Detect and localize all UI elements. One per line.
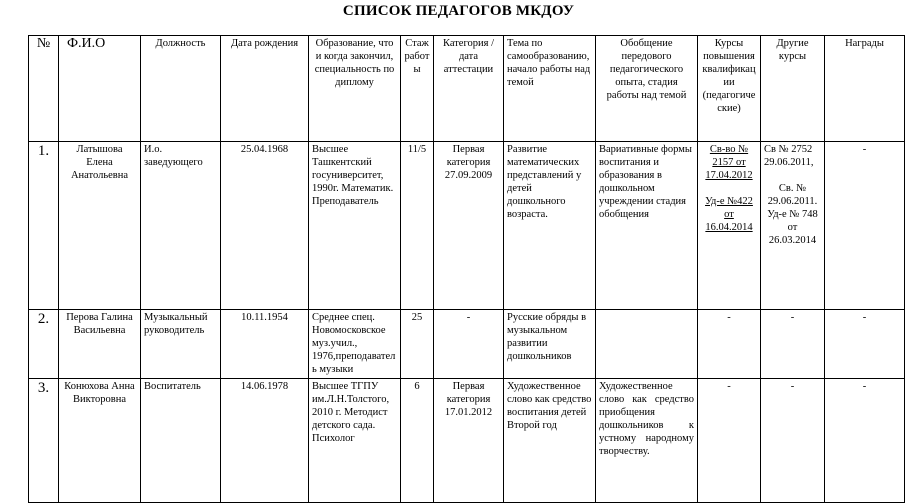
row-theme: Развитие математических представлений у детей дошкольного возраста. <box>504 142 596 310</box>
row-num: 1. <box>29 142 59 310</box>
header-other: Другие курсы <box>761 36 825 142</box>
row-position: Музыкальный руководитель <box>141 310 221 379</box>
header-birth: Дата рождения <box>221 36 309 142</box>
row-category: - <box>434 310 504 379</box>
row-category: Первая категория 27.09.2009 <box>434 142 504 310</box>
header-experience: Обобщение передового педагогического опыта, стадия работы над темой <box>596 36 698 142</box>
header-fio: Ф.И.О <box>59 36 141 142</box>
row-courses: - <box>698 310 761 379</box>
page-title: СПИСОК ПЕДАГОГОВ МКДОУ <box>342 3 575 19</box>
row-birth: 10.11.1954 <box>221 310 309 379</box>
row-fio: Перова Галина Васильевна <box>59 310 141 379</box>
header-education: Образование, что и когда закончил, специальность по диплому <box>309 36 401 142</box>
row-courses <box>698 142 761 310</box>
header-num: № <box>29 36 59 142</box>
row-num: 3. <box>29 379 59 503</box>
row-birth: 14.06.1978 <box>221 379 309 503</box>
row-education: Среднее спец. Новомосковское муз.учил., 1976,преподаватель музыки <box>309 310 401 379</box>
row-theme: Художественное слово как средство воспитания детей Второй год <box>504 379 596 503</box>
row-fio: Латышова Елена Анатольевна <box>59 142 141 310</box>
row-education: Высшее ТГПУ им.Л.Н.Толстого, 2010 г. Методист детского сада. Психолог <box>309 379 401 503</box>
row-num: 2. <box>29 310 59 379</box>
row-other: - <box>761 379 825 503</box>
row-courses: - <box>698 379 761 503</box>
header-theme: Тема по самообразованию, начало работы над темой <box>504 36 596 142</box>
teachers-table <box>28 35 905 503</box>
header-awards: Награды <box>825 36 905 142</box>
table-row <box>29 142 905 310</box>
row-stazh: 6 <box>401 379 434 503</box>
header-courses: Курсы повышения квалификации (педагогические) <box>698 36 761 142</box>
courses-id: Уд-е №422 от 16.04.2014 <box>705 196 753 233</box>
row-fio: Конюхова Анна Викторовна <box>59 379 141 503</box>
row-other <box>761 142 825 310</box>
other-course-3: Уд-е № 748 от 26.03.2014 <box>767 209 818 246</box>
header-category: Категория / дата аттестации <box>434 36 504 142</box>
other-course-2: Св. № 29.06.2011. <box>767 183 818 207</box>
row-experience <box>596 310 698 379</box>
row-category: Первая категория 17.01.2012 <box>434 379 504 503</box>
row-other: - <box>761 310 825 379</box>
courses-certificate: Св-во № 2157 от 17.04.2012 <box>705 144 753 181</box>
row-education: Высшее Ташкентский госуниверситет, 1990г. Математик. Преподаватель <box>309 142 401 310</box>
table-header-row <box>29 36 905 142</box>
row-experience: Художественное слово как средство приобщения дошкольников к устному народному творчеству. <box>596 379 698 503</box>
row-theme: Русские обряды в музыкальном развитии дошкольников <box>504 310 596 379</box>
header-stazh: Стаж работы <box>401 36 434 142</box>
row-position: Воспитатель <box>141 379 221 503</box>
header-position: Должность <box>141 36 221 142</box>
other-course-1: Св № 2752 29.06.2011, <box>764 144 814 168</box>
row-awards: - <box>825 379 905 503</box>
row-experience: Вариативные формы воспитания и образования в дошкольном учреждении стадия обобщения <box>596 142 698 310</box>
row-position: И.о. заведующего <box>141 142 221 310</box>
row-birth: 25.04.1968 <box>221 142 309 310</box>
row-awards: - <box>825 142 905 310</box>
table-row <box>29 310 905 379</box>
table-row <box>29 379 905 503</box>
row-stazh: 25 <box>401 310 434 379</box>
row-stazh: 11/5 <box>401 142 434 310</box>
row-awards: - <box>825 310 905 379</box>
